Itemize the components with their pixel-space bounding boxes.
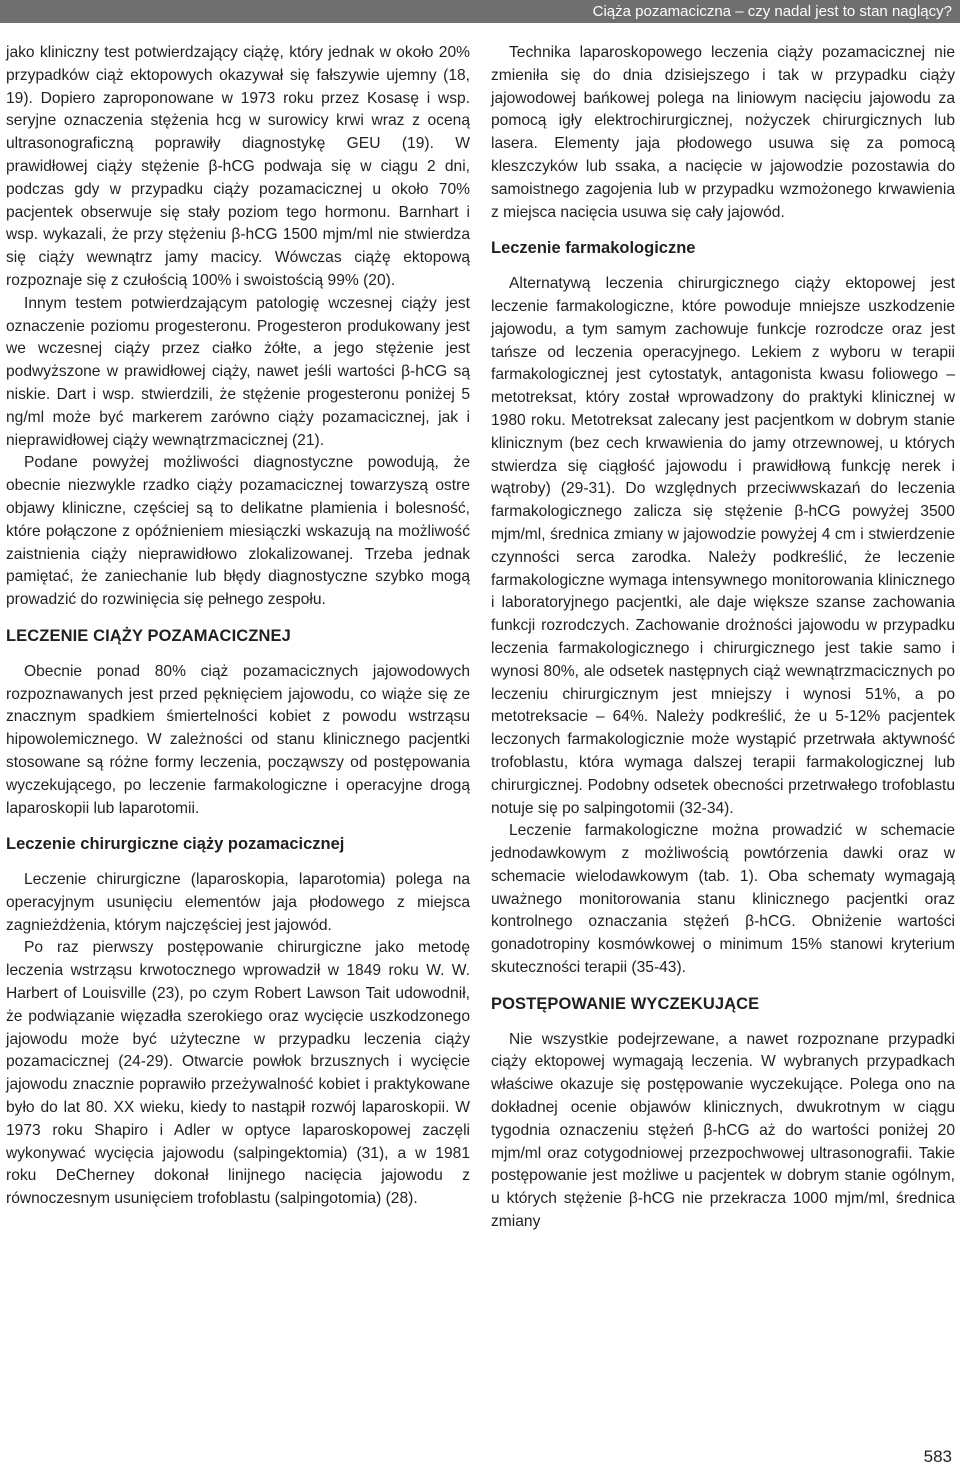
subsection-heading: Leczenie farmakologiczne xyxy=(491,239,696,258)
left-column xyxy=(6,42,470,1211)
paragraph: Obecnie ponad 80% ciąż pozamacicznych jajowodowych rozpoznawanych jest przed pęknięciem jajowodu, co wiąże się ze znacznym spadkiem śmiertelności kobiet z powodu wstrząsu hipowolemicznego. W zależności od stanu klinicznego pacjentki stosowane są różne formy leczenia, począwszy od postępowania wyczekującego, po leczenie farmakologiczne i operacyjne drogą laparoskopii lub laparotomii. xyxy=(6,662,470,817)
paragraph: Podane powyżej możliwości diagnostyczne powodują, że obecnie niezwykle rzadko ciąży pozamacicznej towarzyszą ostre objawy kliniczne, częściej są to delikatne plamienia i bolesność, które połączone z opóźnieniem miesiączki wskazują na możliwość zaistnienia ciąży nieprawidłowo zlokalizowanej. Trzeba jednak pamiętać, że zaniechanie lub błędy diagnostyczne szybko mogą prowadzić do rozwinięcia się pełnego zespołu. xyxy=(6,454,470,609)
running-header xyxy=(0,0,960,23)
paragraph: Innym testem potwierdzającym patologię wczesnej ciąży jest oznaczenie poziomu progesteronu. Progesteron produkowany jest we wczesnej ciąży przez ciałko żółte, a jego stężenie jest podwyższone w prawidłowej ciąży, nawet jeśli wartości β-hCG są niskie. Dart i wsp. stwierdzili, że stężenie progesteronu poniżej 5 ng/ml może być markerem zarówno ciąży pozamacicznej, jak i nieprawidłowej ciąży wewnątrzmacicznej (21). xyxy=(6,294,470,449)
running-header-title: Ciąża pozamaciczna – czy nadal jest to stan naglący? xyxy=(592,3,952,20)
section-heading: POSTĘPOWANIE WYCZEKUJĄCE xyxy=(491,994,760,1013)
paragraph: Nie wszystkie podejrzewane, a nawet rozpoznane przypadki ciąży ektopowej wymagają leczenia. W wybranych przypadkach właściwe okazuje się postępowanie wyczekujące. Polega ono na dokładnej ocenie objawów klinicznych, dwukrotnym w ciągu tygodnia oznaczeniu stężeń β-hCG aż do wartości poniżej 20 mjm/ml oraz cotygodniowej przezpochwowej ultrasonografii. Takie postępowanie jest możliwe u pacjentek w dobrym stanie ogólnym, u których stężenie β-hCG nie przekracza 1000 mjm/ml, średnica zmiany xyxy=(491,1030,955,1231)
paragraph: Po raz pierwszy postępowanie chirurgiczne jako metodę leczenia wstrząsu krwotocznego wprowadził w 1849 roku W. W. Harbert of Louisville (23), po czym Robert Lawson Tait udowodnił, że podwiązanie więzadła szerokiego oraz wycięcie uszkodzonego jajowodu może być użyteczne w przypadku leczenia ciąży pozamacicznej (24-29). Otwarcie powłok brzusznych i wycięcie jajowodu znacznie poprawiło przeżywalność kobiet i praktykowane było do lat 80. XX wieku, kiedy to nastąpił rozwój laparoskopii. W 1973 roku Shapiro i Adler w optyce laparoskopowej zaczęli wykonywać wycięcia jajowodu (salpingektomia) (31), a w 1981 roku DeCherney dokonał linijnego nacięcia jajowodu z równoczesnym usunięciem trofoblastu (salpingotomia) (28). xyxy=(6,939,470,1208)
paragraph: Leczenie farmakologiczne można prowadzić w schemacie jednodawkowym z możliwością powtórzenia dawki oraz w schemacie wielodawkowym (tab. 1). Oba schematy wymagają uważnego monitorowania stanu klinicznego pacjentki oraz kontrolnego oznaczania stężeń β-hCG. Obniżenie wartości gonadotropiny kosmówkowej o minimum 15% stanowi kryterium skuteczności terapii (35-43). xyxy=(491,822,955,977)
subsection-heading: Leczenie chirurgiczne ciąży pozamacicznej xyxy=(6,835,345,854)
paragraph: Leczenie chirurgiczne (laparoskopia, laparotomia) polega na operacyjnym usunięciu elementów jaja płodowego z miejsca zagnieżdżenia, którym najczęściej jest jajowód. xyxy=(6,871,470,934)
section-heading: LECZENIE CIĄŻY POZAMACICZNEJ xyxy=(6,626,291,645)
right-column xyxy=(491,42,955,1234)
page-number: 583 xyxy=(923,1447,952,1466)
paragraph: Alternatywą leczenia chirurgicznego ciąży ektopowej jest leczenie farmakologiczne, które powoduje mniejsze uszkodzenie jajowodu, a tym samym zachowuje funkcje rozrodcze oraz jest tańsze od leczenia operacyjnego. Lekiem z wyboru w terapii farmakologicznej jest cytostatyk, antagonista kwasu foliowego – metotreksat, który został wprowadzony do praktyki klinicznej w 1980 roku. Metotreksat zalecany jest pacjentkom w dobrym stanie klinicznym (bez cech krwawienia do jamy otrzewnowej, u których stwierdza się ciągłość jajowodu i prawidłową funkcję nerek i wątroby) (29-31). Do względnych przeciwwskazań do leczenia farmakologicznego zalicza się stężenie β-hCG powyżej 3500 mjm/ml, średnica zmiany w jajowodzie powyżej 4 cm i stwierdzenie czynności serca zarodka. Należy podkreślić, że leczenie farmakologiczne wymaga intensywnego monitorowania klinicznego i laboratoryjnego pacjentki, ale daje większe szanse zachowania funkcji rozrodczych. Zachowanie drożności jajowodu w przypadku leczenia farmakologicznego i chirurgicznego jest takie samo i wynosi 80%, ale odsetek następnych ciąż wewnątrzmacicznych po leczeniu chirurgicznym jest mniejszy i wynosi 51%, a po metotreksacie – 64%. Należy podkreślić, że u 5-12% pacjentek leczonych farmakologicznie może wystąpić przetrwała aktywność trofoblastu, która wymaga dalszej terapii farmakologicznej lub chirurgicznej. Podobny odsetek obecności przetrwałego trofoblastu notuje się po salpingotomii (32-34). xyxy=(491,275,955,817)
paragraph: jako kliniczny test potwierdzający ciążę, który jednak w około 20% przypadków ciąż ektopowych okazywał się fałszywie ujemny (18, 19). Dopiero zaproponowane w 1973 roku przez Kosasę i wsp. seryjne oznaczenia stężenia hcg w surowicy krwi wraz z oceną ultrasonograficzną poprawiły diagnostykę GEU (19). W prawidłowej ciąży stężenie β-hCG podwaja się w ciągu 2 dni, podczas gdy w przypadku ciąży pozamacicznej u około 70% pacjentek obserwuje się stały poziom tego hormonu. Barnhart i wsp. wykazali, że przy stężeniu β-hCG 1500 mjm/ml nie stwierdza się ciąży wewnątrz jamy macicy. Wówczas ciążę ektopową rozpoznaje się z czułością 100% i swoistością 99% (20). xyxy=(6,44,470,289)
paragraph: Technika laparoskopowego leczenia ciąży pozamacicznej nie zmieniła się do dnia dzisiejszego i tak w przypadku ciąży jajowodowej bańkowej polega na liniowym nacięciu jajowodu za pomocą igły elektrochirurgicznej, nożyczek chirurgicznych lub lasera. Elementy jaja płodowego usuwa się za pomocą kleszczyków lub ssaka, a nacięcie w jajowodzie pozostawia do samoistnego zagojenia lub w przypadku wzmożonego krwawienia z miejsca nacięcia usuwa się cały jajowód. xyxy=(491,44,955,221)
